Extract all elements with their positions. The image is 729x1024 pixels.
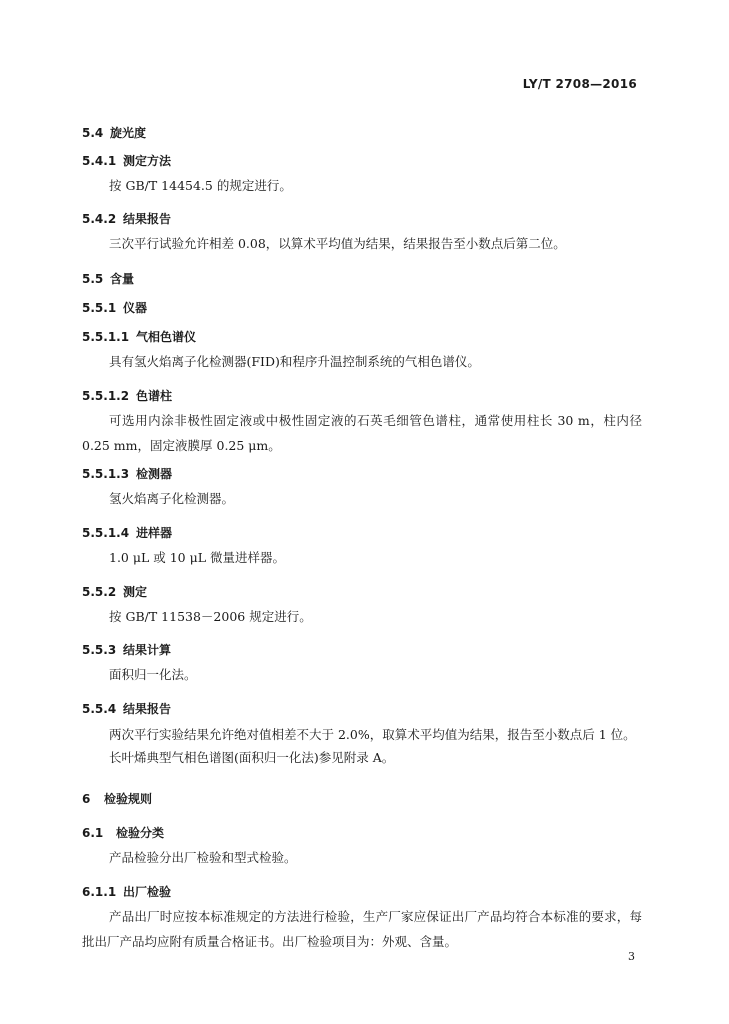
section-number: 5.5.3 <box>82 643 117 657</box>
section-heading <box>82 270 134 287</box>
section-title: 检测器 <box>136 467 173 481</box>
paragraph: 两次平行实验结果允许绝对值相差不大于 2.0%，取算术平均值为结果，报告至小数点后 1 位。 <box>109 727 636 742</box>
section-heading <box>82 583 147 600</box>
section-heading <box>82 387 172 404</box>
paragraph: 产品出厂时应按本标准规定的方法进行检验，生产厂家应保证出厂产品均符合本标准的要求，每批出厂产品均应附有质量合格证书。出厂检验项目为：外观、含量。 <box>82 909 642 949</box>
section-number: 5.5.2 <box>82 585 117 599</box>
section-number: 5.4.2 <box>82 212 117 226</box>
section-title: 旋光度 <box>110 126 147 140</box>
section-title: 仪器 <box>123 301 148 315</box>
section-number: 6.1.1 <box>82 885 117 899</box>
section-heading <box>82 124 146 141</box>
section-heading <box>82 883 171 900</box>
section-number: 5.4.1 <box>82 154 117 168</box>
section-title: 测定 <box>123 585 148 599</box>
section-heading <box>82 210 171 227</box>
paragraph: 氢火焰离子化检测器。 <box>109 491 235 506</box>
section-title: 结果报告 <box>123 702 172 716</box>
section-heading <box>82 152 171 169</box>
section-number: 5.5.1 <box>82 301 117 315</box>
section-title: 出厂检验 <box>123 885 172 899</box>
section-heading <box>82 824 164 841</box>
section-title: 色谱柱 <box>136 389 173 403</box>
section-number: 5.5.4 <box>82 702 117 716</box>
paragraph: 面积归一化法。 <box>109 667 197 682</box>
section-number: 5.5.1.3 <box>82 467 130 481</box>
page-number: 3 <box>628 950 635 963</box>
paragraph: 1.0 μL 或 10 μL 微量进样器。 <box>109 550 286 565</box>
section-number: 5.5.1.4 <box>82 526 130 540</box>
section-heading <box>82 299 147 316</box>
section-title: 结果计算 <box>123 643 172 657</box>
section-title: 气相色谱仪 <box>136 330 197 344</box>
paragraph: 可选用内涂非极性固定液或中极性固定液的石英毛细管色谱柱，通常使用柱长 30 m，柱内径 0.25 mm，固定液膜厚 0.25 μm。 <box>82 413 642 453</box>
paragraph: 长叶烯典型气相色谱图(面积归一化法)参见附录 A。 <box>109 750 395 765</box>
section-heading <box>82 641 171 658</box>
section-title: 结果报告 <box>123 212 172 226</box>
section-number: 6.1 <box>82 826 104 840</box>
section-number: 5.5 <box>82 272 104 286</box>
section-number: 5.5.1.1 <box>82 330 130 344</box>
section-number: 5.4 <box>82 126 104 140</box>
paragraph: 三次平行试验允许相差 0.08，以算术平均值为结果，结果报告至小数点后第二位。 <box>109 236 566 251</box>
section-heading <box>82 524 172 541</box>
standard-code: LY/T 2708—2016 <box>522 77 637 91</box>
section-title: 含量 <box>110 272 135 286</box>
section-number: 6 <box>82 792 91 806</box>
paragraph: 具有氢火焰离子化检测器(FID)和程序升温控制系统的气相色谱仪。 <box>109 354 480 369</box>
paragraph: 按 GB/T 11538－2006 规定进行。 <box>109 609 312 624</box>
section-title: 测定方法 <box>123 154 172 168</box>
paragraph: 产品检验分出厂检验和型式检验。 <box>109 850 297 865</box>
section-heading <box>82 465 172 482</box>
section-number: 5.5.1.2 <box>82 389 130 403</box>
section-title: 检验分类 <box>116 826 165 840</box>
chapter-heading <box>82 790 152 807</box>
section-title: 检验规则 <box>104 792 153 806</box>
section-heading <box>82 700 171 717</box>
section-title: 进样器 <box>136 526 173 540</box>
section-heading <box>82 328 196 345</box>
paragraph: 按 GB/T 14454.5 的规定进行。 <box>109 178 292 193</box>
